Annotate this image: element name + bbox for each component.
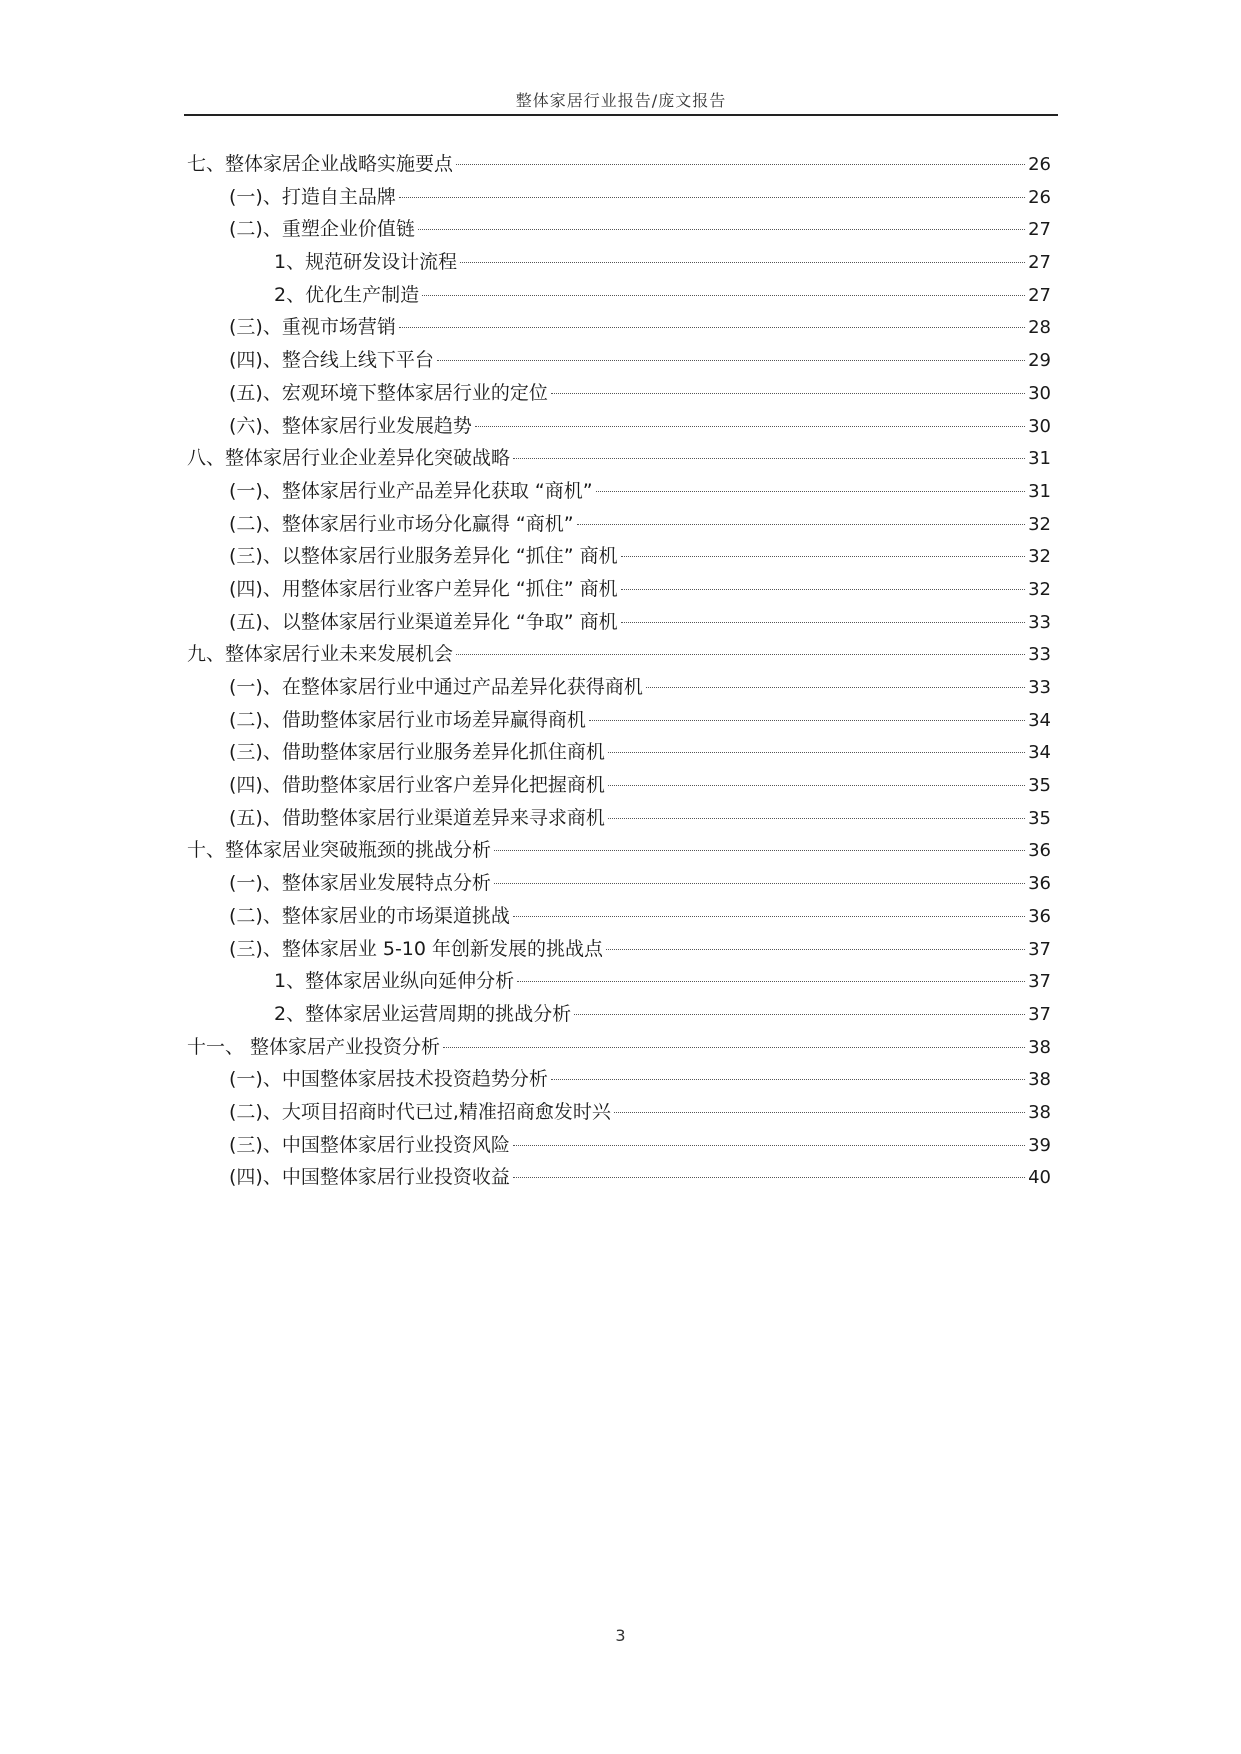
toc-dot-leader — [513, 1145, 1025, 1146]
toc-entry-page: 32 — [1028, 578, 1051, 600]
toc-entry-title: (二)、整体家居行业市场分化赢得 “商机” — [229, 512, 574, 535]
toc-dot-leader — [614, 1112, 1025, 1113]
toc-dot-leader — [513, 1177, 1025, 1178]
toc-entry-page: 35 — [1028, 775, 1051, 797]
toc-entry-title: (三)、借助整体家居行业服务差异化抓住商机 — [229, 741, 605, 764]
toc-entry-page: 37 — [1028, 971, 1051, 993]
toc-entry-page: 36 — [1028, 905, 1051, 927]
toc-entry-title: 2、优化生产制造 — [274, 283, 420, 306]
toc-entry-title: (四)、整合线上线下平台 — [229, 349, 434, 372]
toc-entry-title: (一)、整体家居行业产品差异化获取 “商机” — [229, 479, 593, 502]
toc-entry-title: 1、整体家居业纵向延伸分析 — [274, 970, 515, 993]
toc-dot-leader — [608, 818, 1025, 819]
toc-dot-leader — [399, 327, 1025, 328]
toc-entry[interactable] — [187, 1031, 1051, 1064]
toc-entry[interactable] — [187, 769, 1051, 802]
toc-entry-page: 27 — [1028, 219, 1051, 241]
toc-entry[interactable] — [187, 704, 1051, 737]
toc-dot-leader — [494, 883, 1025, 884]
toc-dot-leader — [621, 589, 1026, 590]
toc-entry-page: 40 — [1028, 1167, 1051, 1189]
toc-dot-leader — [551, 393, 1025, 394]
toc-entry-page: 33 — [1028, 677, 1051, 698]
toc-dot-leader — [608, 752, 1025, 753]
toc-dot-leader — [422, 295, 1025, 296]
table-of-contents — [187, 148, 1051, 1194]
toc-entry-title: (二)、借助整体家居行业市场差异赢得商机 — [229, 708, 586, 731]
toc-entry-page: 34 — [1028, 709, 1051, 731]
toc-dot-leader — [551, 1079, 1025, 1080]
toc-entry[interactable] — [187, 181, 1051, 214]
toc-entry[interactable] — [187, 573, 1051, 606]
toc-entry-page: 30 — [1028, 415, 1051, 437]
toc-dot-leader — [621, 556, 1026, 557]
toc-entry-title: 九、整体家居行业未来发展机会 — [187, 643, 454, 666]
toc-entry-page: 38 — [1028, 1036, 1051, 1058]
toc-entry[interactable] — [187, 965, 1051, 998]
toc-dot-leader — [513, 916, 1025, 917]
toc-dot-leader — [399, 197, 1025, 198]
toc-entry[interactable] — [187, 933, 1051, 966]
toc-entry-page: 28 — [1028, 317, 1051, 339]
toc-entry-title: (二)、整体家居业的市场渠道挑战 — [229, 904, 510, 927]
toc-entry-title: (二)、大项目招商时代已过,精准招商愈发时兴 — [229, 1100, 611, 1123]
toc-entry-page: 33 — [1028, 611, 1051, 633]
toc-entry-title: (五)、以整体家居行业渠道差异化 “争取” 商机 — [229, 610, 618, 633]
toc-entry-title: (五)、借助整体家居行业渠道差异来寻求商机 — [229, 806, 605, 829]
toc-entry-title: (五)、宏观环境下整体家居行业的定位 — [229, 381, 548, 404]
toc-entry-title: 十、整体家居业突破瓶颈的挑战分析 — [187, 839, 492, 862]
toc-entry[interactable] — [187, 475, 1051, 508]
toc-entry-page: 39 — [1028, 1134, 1051, 1156]
toc-dot-leader — [596, 491, 1026, 492]
toc-entry[interactable] — [187, 606, 1051, 639]
toc-entry[interactable] — [187, 1129, 1051, 1162]
toc-entry-page: 36 — [1028, 873, 1051, 895]
toc-entry-page: 27 — [1028, 252, 1051, 274]
toc-entry[interactable] — [187, 540, 1051, 573]
toc-entry[interactable] — [187, 410, 1051, 443]
toc-entry[interactable] — [187, 736, 1051, 769]
toc-entry-page: 31 — [1028, 480, 1051, 502]
toc-entry-page: 26 — [1028, 154, 1051, 175]
toc-entry-page: 27 — [1028, 284, 1051, 306]
toc-entry[interactable] — [187, 998, 1051, 1031]
toc-dot-leader — [513, 458, 1025, 459]
toc-dot-leader — [460, 262, 1025, 263]
toc-entry-title: (一)、中国整体家居技术投资趋势分析 — [229, 1068, 548, 1091]
toc-entry-page: 30 — [1028, 382, 1051, 404]
toc-entry-title: (四)、中国整体家居行业投资收益 — [229, 1166, 510, 1189]
toc-entry[interactable] — [187, 638, 1051, 671]
toc-dot-leader — [456, 164, 1025, 165]
toc-entry-page: 33 — [1028, 644, 1051, 666]
toc-entry-page: 29 — [1028, 350, 1051, 372]
toc-entry-title: 七、整体家居企业战略实施要点 — [187, 153, 454, 175]
toc-entry-page: 31 — [1028, 448, 1051, 470]
toc-entry[interactable] — [187, 508, 1051, 541]
toc-entry-page: 32 — [1028, 546, 1051, 568]
toc-dot-leader — [456, 654, 1025, 655]
toc-dot-leader — [475, 426, 1025, 427]
toc-entry[interactable] — [187, 1063, 1051, 1096]
toc-entry[interactable] — [187, 246, 1051, 279]
toc-entry-title: (一)、整体家居业发展特点分析 — [229, 872, 491, 895]
toc-dot-leader — [418, 229, 1025, 230]
toc-entry[interactable] — [187, 311, 1051, 344]
toc-entry[interactable] — [187, 279, 1051, 312]
toc-entry-title: (一)、打造自主品牌 — [229, 185, 396, 208]
toc-entry[interactable] — [187, 867, 1051, 900]
toc-entry-title: (三)、以整体家居行业服务差异化 “抓住” 商机 — [229, 545, 618, 568]
toc-entry[interactable] — [187, 900, 1051, 933]
toc-entry-page: 37 — [1028, 1003, 1051, 1025]
toc-entry-page: 38 — [1028, 1069, 1051, 1091]
running-header: 整体家居行业报告/庞文报告 — [515, 91, 727, 110]
toc-dot-leader — [517, 981, 1025, 982]
toc-dot-leader — [494, 850, 1025, 851]
header-divider — [184, 114, 1058, 116]
toc-entry-page: 35 — [1028, 807, 1051, 829]
toc-dot-leader — [621, 622, 1026, 623]
toc-entry-title: (六)、整体家居行业发展趋势 — [229, 414, 472, 437]
toc-entry[interactable] — [187, 344, 1051, 377]
toc-entry[interactable] — [187, 1096, 1051, 1129]
toc-entry-title: (三)、整体家居业 5-10 年创新发展的挑战点 — [229, 937, 604, 960]
toc-entry-title: (三)、中国整体家居行业投资风险 — [229, 1133, 510, 1156]
toc-entry-page: 34 — [1028, 742, 1051, 764]
toc-entry[interactable] — [187, 834, 1051, 867]
toc-entry-page: 32 — [1028, 513, 1051, 535]
toc-entry-title: (四)、借助整体家居行业客户差异化把握商机 — [229, 774, 605, 797]
toc-entry[interactable] — [187, 1161, 1051, 1194]
toc-dot-leader — [646, 687, 1025, 688]
toc-entry-title: (三)、重视市场营销 — [229, 316, 396, 339]
toc-entry-page: 37 — [1028, 938, 1051, 960]
toc-entry-page: 26 — [1028, 186, 1051, 208]
toc-dot-leader — [608, 785, 1025, 786]
toc-entry-page: 36 — [1028, 840, 1051, 862]
toc-entry-page: 38 — [1028, 1101, 1051, 1123]
page-number: 3 — [615, 1626, 626, 1645]
toc-entry-title: 八、整体家居行业企业差异化突破战略 — [187, 447, 511, 470]
toc-entry-title: 十一、 整体家居产业投资分析 — [187, 1035, 441, 1058]
toc-entry-title: 1、规范研发设计流程 — [274, 251, 458, 274]
toc-entry[interactable] — [187, 148, 1051, 181]
toc-entry-title: (二)、重塑企业价值链 — [229, 218, 415, 241]
toc-entry[interactable] — [187, 213, 1051, 246]
toc-dot-leader — [437, 360, 1025, 361]
toc-entry[interactable] — [187, 671, 1051, 704]
toc-entry[interactable] — [187, 802, 1051, 835]
toc-entry-title: (一)、在整体家居行业中通过产品差异化获得商机 — [229, 676, 643, 698]
toc-dot-leader — [606, 949, 1025, 950]
toc-entry-title: (四)、用整体家居行业客户差异化 “抓住” 商机 — [229, 577, 618, 600]
toc-dot-leader — [574, 1014, 1025, 1015]
toc-dot-leader — [577, 524, 1026, 525]
toc-entry[interactable] — [187, 377, 1051, 410]
toc-dot-leader — [443, 1047, 1025, 1048]
toc-entry[interactable] — [187, 442, 1051, 475]
toc-dot-leader — [589, 720, 1025, 721]
toc-entry-title: 2、整体家居业运营周期的挑战分析 — [274, 1002, 572, 1025]
